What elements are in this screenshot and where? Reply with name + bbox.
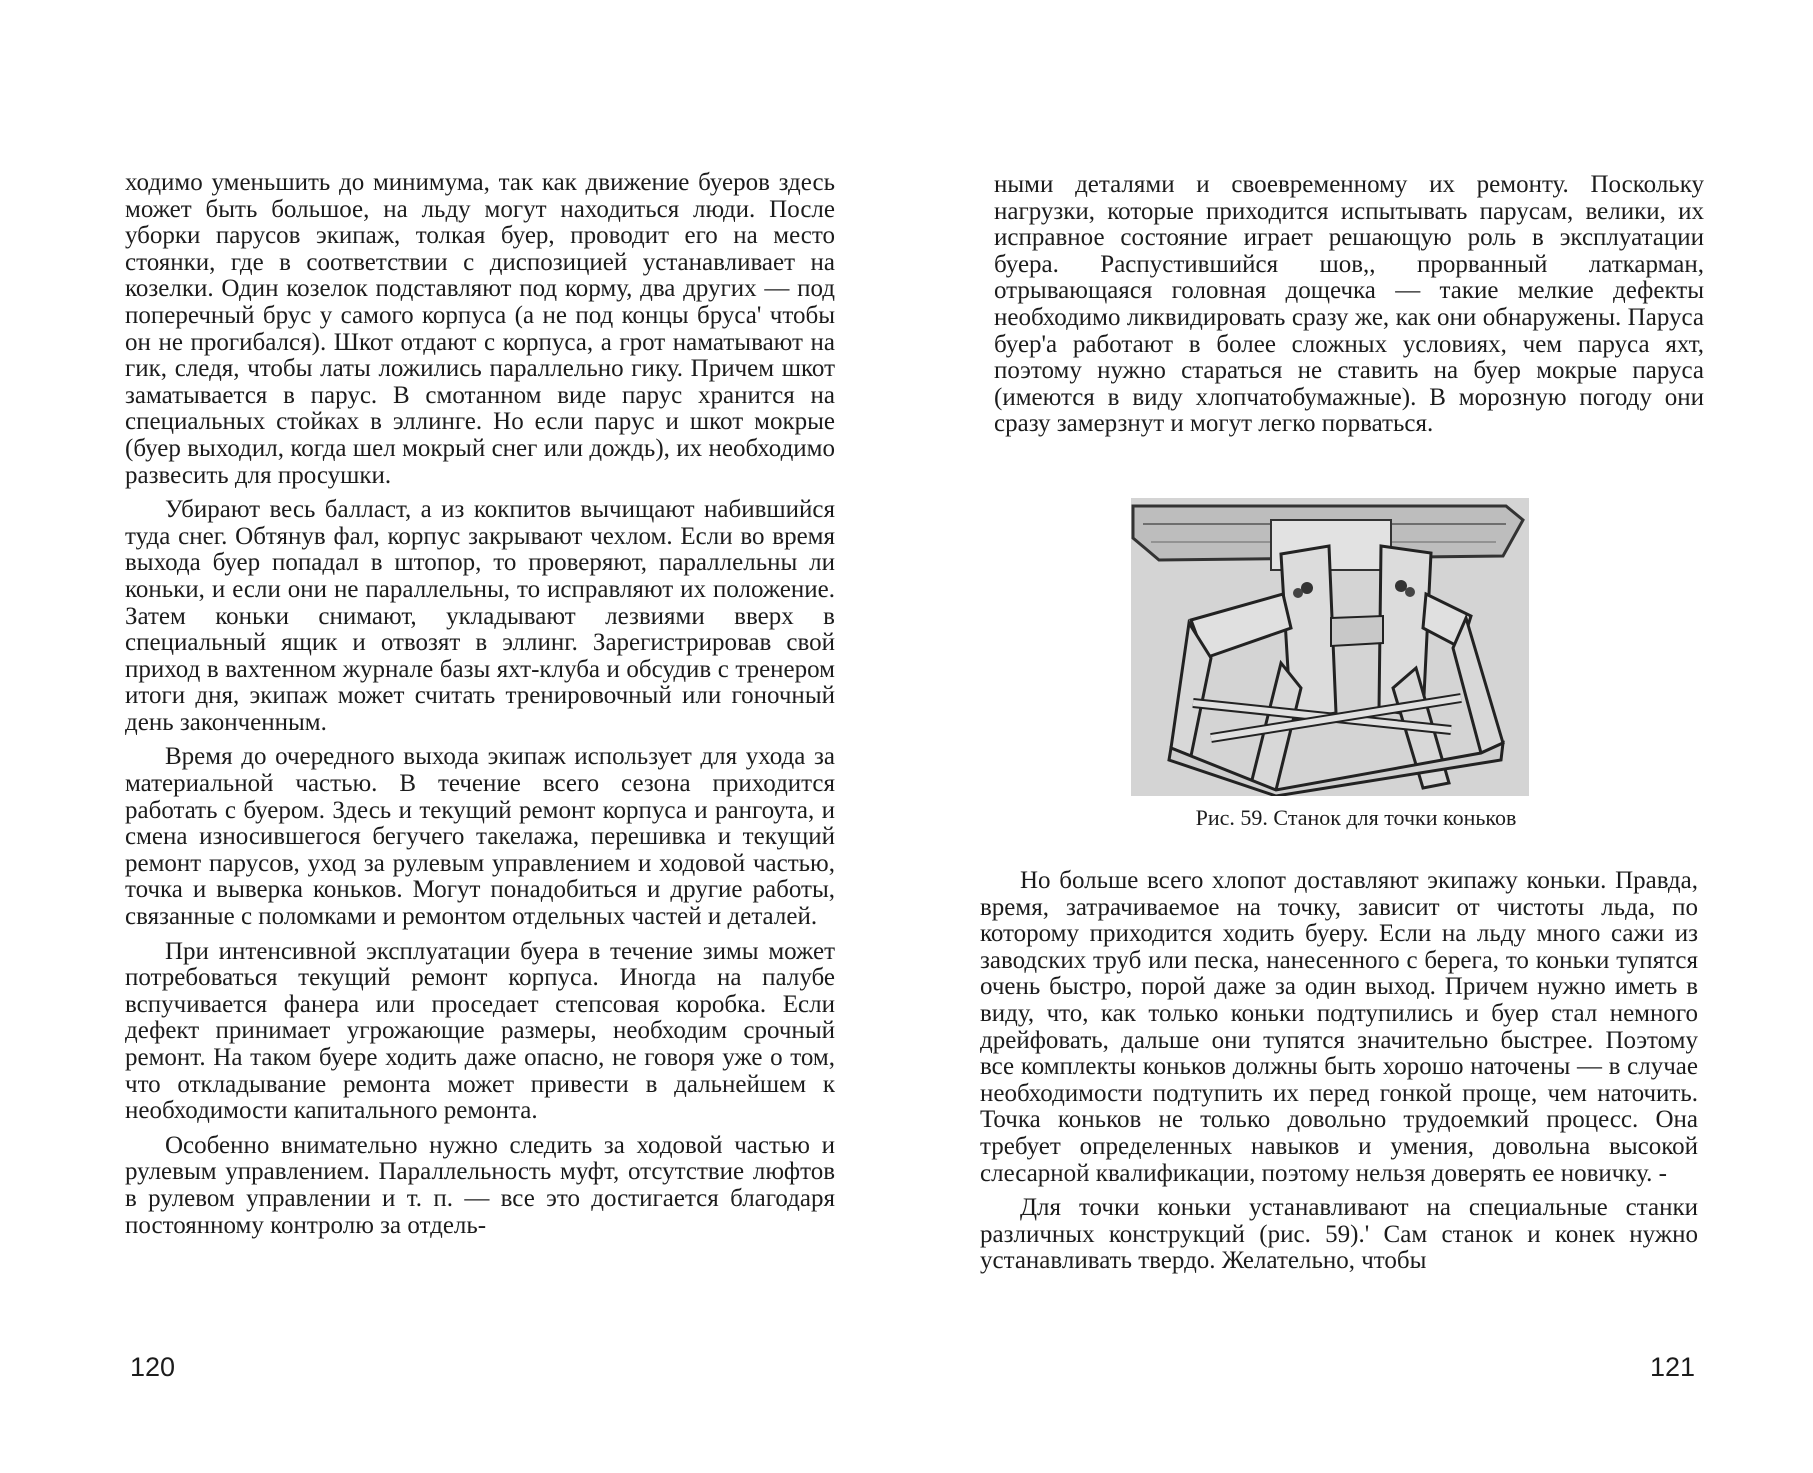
right-page [906,0,1813,1473]
right-page-bottom-text [980,868,1698,1283]
left-page [0,0,906,1473]
stand-illustration [1131,498,1529,796]
figure-skate-sharpening-stand [1131,498,1529,796]
paragraph: Но больше всего хлопот доставляют экипажу коньки. Правда, время, затрачиваемое на точку, зависит от чистоты льда, по которому приходится ходить буеру. Если на льду много сажи из заводских труб или песка, нанесенного с берега, то коньки тупятся очень быстро, порой даже за один выход. Причем нужно иметь в виду, что, как только коньки подтупились и буер стал немного дрейфовать, дальше они тупятся значительно быстрее. Поэтому все комплекты коньков должны быть хорошо наточены — в случае необходимости подтупить их перед гонкой проще, чем наточить. Точка коньков не только довольно трудоемкий процесс. Она требует определенных навыков и умения, довольна высокой слесарной квалификации, поэтому нельзя доверять ее новичку. - [980,867,1698,1187]
paragraph: Убирают весь балласт, а из кокпитов вычищают набившийся туда снег. Обтянув фал, корпус закрывают чехлом. Если во время выхода буер попадал в штопор, то проверяют, параллельны ли коньки, и если они не параллельны, то исправляют их положение. Затем коньки снимают, укладывают лезвиями вверх в специальный ящик и отвозят в эллинг. Зарегистрировав свой приход в вахтенном журнале базы яхт-клуба и обсудив с тренером итоги дня, экипаж может считать тренировочный или гоночный день законченным. [125,496,835,736]
paragraph: Особенно внимательно нужно следить за ходовой частью и рулевым управлением. Параллельность муфт, отсутствие люфтов в рулевом управлении и т. п. — все это достигается благодаря постоянному контролю за отдель- [125,1131,835,1239]
page-number-right: 121 [1650,1352,1696,1382]
page-number-left: 120 [130,1352,176,1382]
paragraph: При интенсивной эксплуатации буера в течение зимы может потребоваться текущий ремонт корпуса. Иногда на палубе вспучивается фанера или проседает степсовая коробка. Если дефект принимает угрожающие размеры, необходим срочный ремонт. На таком буере ходить даже опасно, не говоря уже о том, что откладывание ремонта может привести в дальнейшем к необходимости капитального ремонта. [125,937,835,1125]
right-page-top-text [994,172,1704,446]
left-page-text [125,170,835,1247]
paragraph: Для точки коньки устанавливают на специальные станки различных конструкций (рис. 59).' Сам станок и конек нужно устанавливать твердо. Желательно, чтобы [980,1194,1698,1275]
paragraph: Время до очередного выхода экипаж использует для ухода за материальной частью. В течение всего сезона приходится работать с буером. Здесь и текущий ремонт корпуса и рангоута, и смена износившегося бегучего такелажа, перешивка и текущий ремонт парусов, уход за рулевым управлением и ходовой частью, точка и выверка коньков. Могут понадобиться и другие работы, связанные с поломками и ремонтом отдельных частей и деталей. [125,743,835,931]
paragraph: ными деталями и своевременному их ремонту. Поскольку нагрузки, которые приходится испытывать парусам, велики, их исправное состояние играет решающую роль в эксплуатации буера. Распустившийся шов,, прорванный латкарман, отрывающаяся головная дощечка — такие мелкие дефекты необходимо ликвидировать сразу же, как они обнаружены. Паруса буер'а работают в более сложных условиях, чем паруса яхт, поэтому нужно стараться не ставить на буер мокрые паруса (имеются в виду хлопчатобумажные). В морозную погоду они сразу замерзнут и могут легко порваться. [994,171,1704,438]
paragraph: ходимо уменьшить до минимума, так как движение буеров здесь может быть большое, на льду могут находиться люди. После уборки парусов экипаж, толкая буер, проводит его на место стоянки, где в соответствии с диспозицией устанавливает на козелки. Один козелок подставляют под корму, два других — под поперечный брус у самого корпуса (а не под концы бруса' чтобы он не прогибался). Шкот отдают с корпуса, а грот наматывают на гик, следя, чтобы латы ложились параллельно гику. Причем шкот заматывается в парус. В смотанном виде парус хранится на специальных стойках в эллинге. Но если парус и шкот мокрые (буер выходил, когда шел мокрый снег или дождь), их необходимо развесить для просушки. [125,169,835,489]
figure-caption: Рис. 59. Станок для точки коньков [1195,805,1517,830]
